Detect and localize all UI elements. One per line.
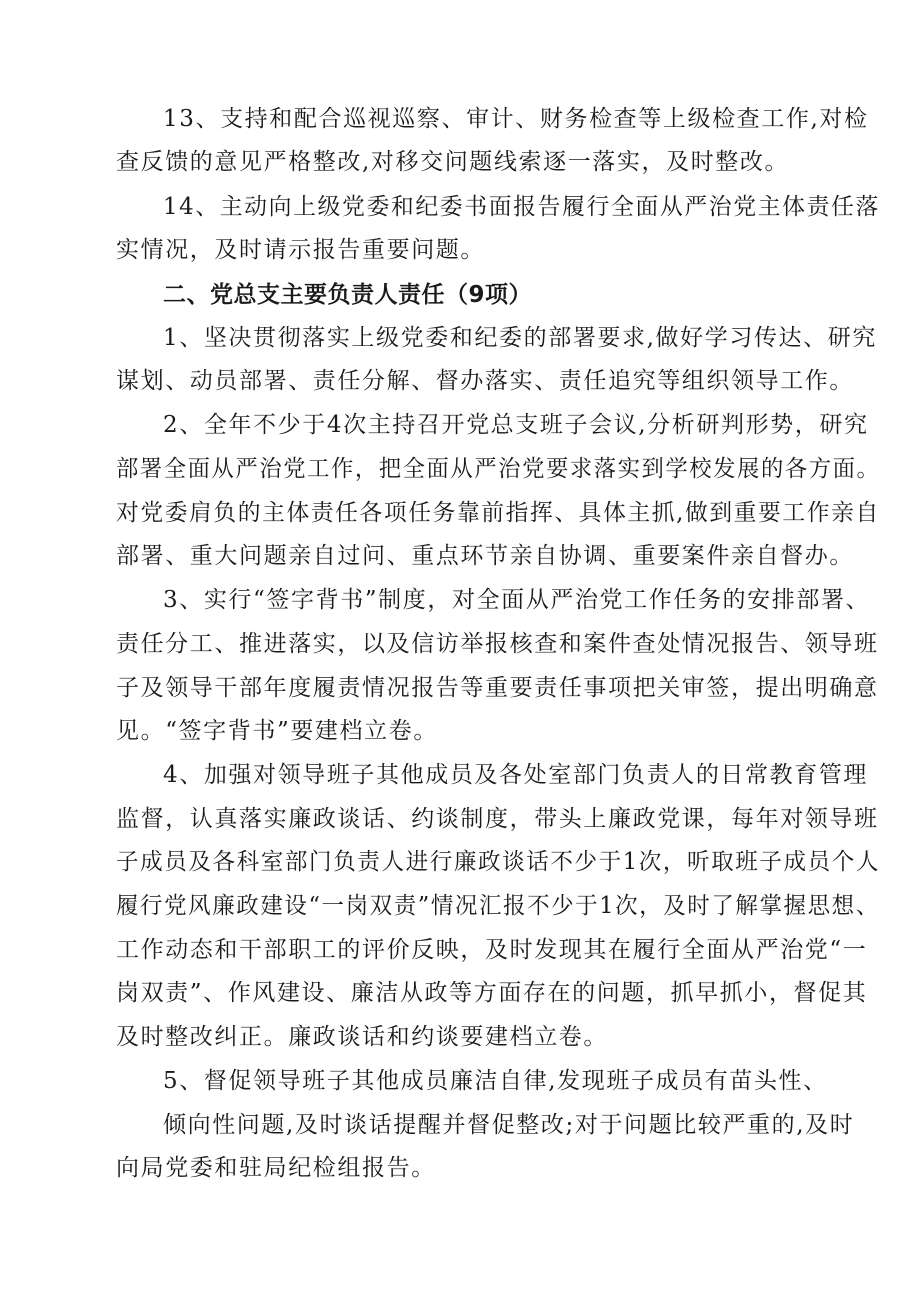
item-4-line-3: 子成员及各科室部门负责人进行廉政谈话不少于1次，听取班子成员个人: [116, 849, 881, 875]
item-1-line-2: 谋划、动员部署、责任分解、督办落实、责任追究等组织领导工作。: [116, 368, 854, 394]
item-4-line-4: 履行党风廉政建设“一岗双责”情况汇报不少于1次，及时了解掌握思想、: [116, 893, 880, 919]
item-14-line-1: 14、主动向上级党委和纪委书面报告履行全面从严治党主体责任落: [163, 194, 880, 220]
item-4-line-1: 4、加强对领导班子其他成员及各处室部门负责人的日常教育管理: [163, 762, 869, 788]
item-13-line-2: 查反馈的意见严格整改,对移交问题线索逐一落实，及时整改。: [116, 149, 790, 175]
item-3-line-2: 责任分工、推进落实，以及信访举报核查和案件查处情况报告、领导班: [116, 631, 879, 657]
section-heading: 二、党总支主要负责人责任（9项）: [163, 282, 533, 308]
item-2-line-2: 部署全面从严治党工作，把全面从严治党要求落实到学校发展的各方面。: [116, 456, 881, 482]
item-14-line-2: 实情况，及时请示报告重要问题。: [116, 237, 485, 263]
item-3-line-3: 子及领导干部年度履责情况报告等重要责任事项把关审签，提出明确意: [116, 675, 879, 701]
item-13-line-1: 13、支持和配合巡视巡察、审计、财务检查等上级检查工作,对检: [163, 106, 869, 132]
item-4-line-5: 工作动态和干部职工的评价反映，及时发现其在履行全面从严治党“一: [116, 937, 868, 963]
item-5-line-3: 向局党委和驻局纪检组报告。: [116, 1155, 436, 1181]
item-4-line-7: 及时整改纠正。廉政谈话和约谈要建档立卷。: [116, 1024, 608, 1050]
item-3-line-1: 3、实行“签字背书”制度，对全面从严治党工作任务的安排部署、: [163, 587, 871, 613]
item-5-line-2: 倾向性问题,及时谈话提醒并督促整改;对于问题比较严重的,及时: [163, 1112, 855, 1138]
item-2-line-1: 2、全年不少于4次主持召开党总支班子会议,分析研判形势，研究: [163, 412, 869, 438]
item-4-line-6: 岗双责”、作风建设、廉洁从政等方面存在的问题，抓早抓小，督促其: [116, 980, 868, 1006]
item-2-line-3: 对党委肩负的主体责任各项任务靠前指挥、具体主抓,做到重要工作亲自: [116, 500, 880, 526]
item-5-line-1: 5、督促领导班子其他成员廉洁自律,发现班子成员有苗头性、: [163, 1068, 828, 1094]
item-4-line-2: 监督，认真落实廉政谈话、约谈制度，带头上廉政党课，每年对领导班: [116, 806, 879, 832]
item-1-line-1: 1、坚决贯彻落实上级党委和纪委的部署要求,做好学习传达、研究: [163, 325, 877, 351]
item-2-line-4: 部署、重大问题亲自过问、重点环节亲自协调、重要案件亲自督办。: [116, 543, 854, 569]
item-3-line-4: 见。“签字背书”要建档立卷。: [116, 718, 438, 744]
